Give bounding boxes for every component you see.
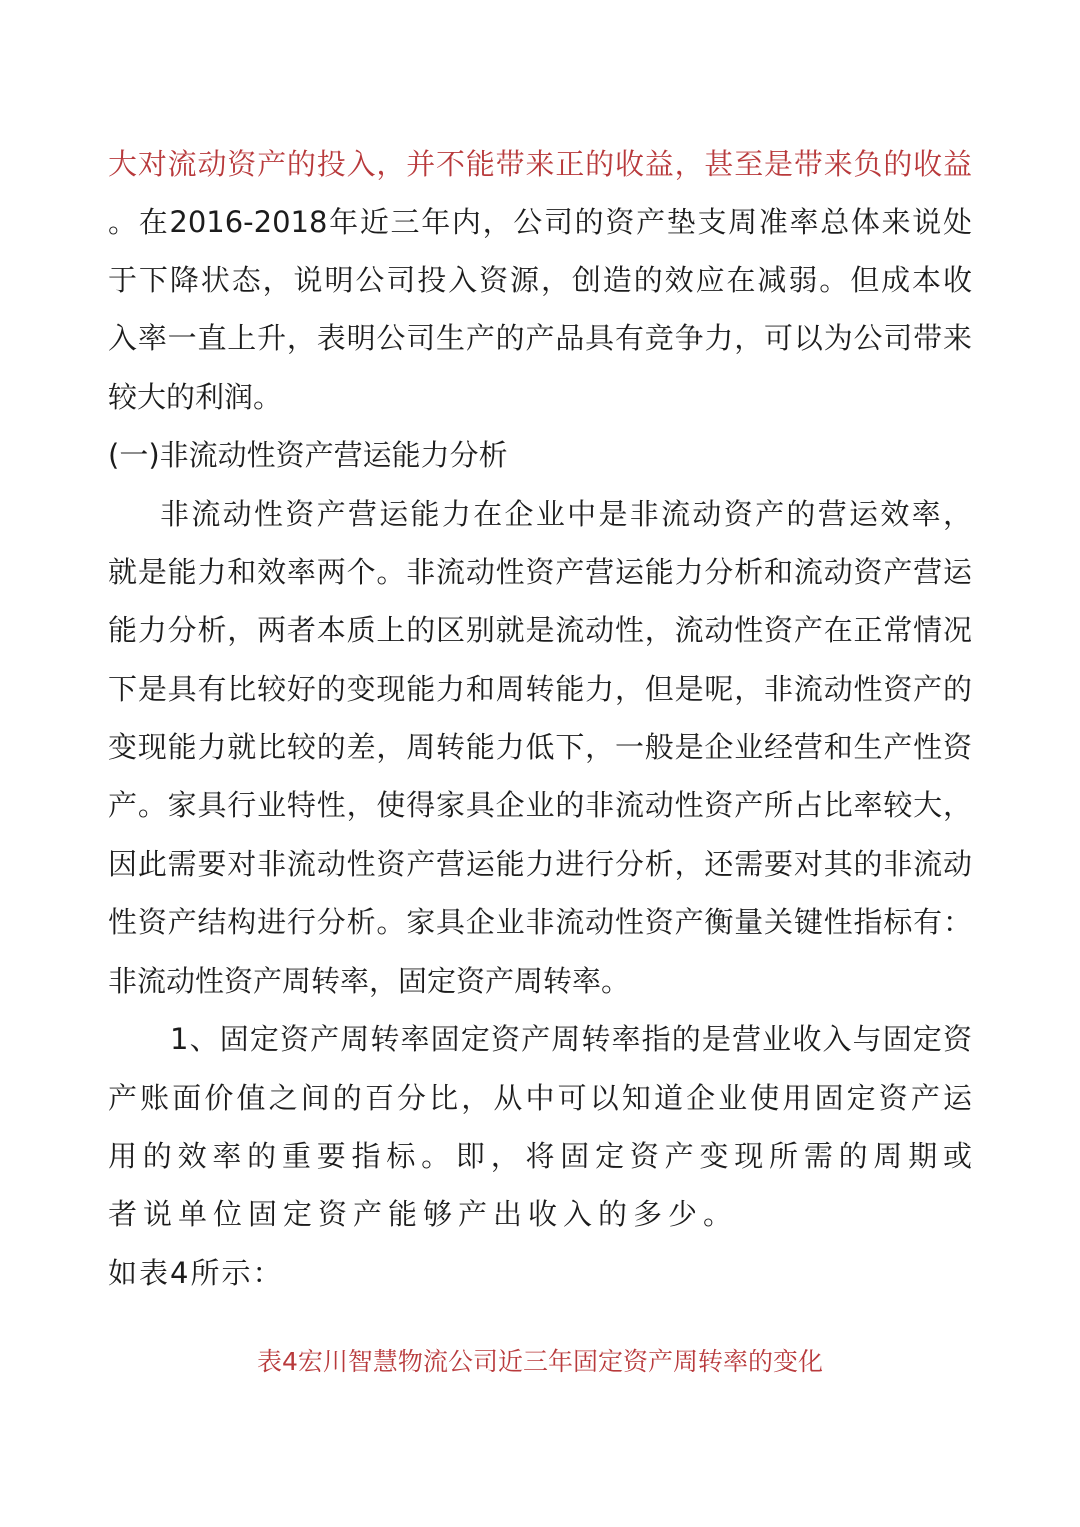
text-line: 如表4所示： — [108, 1256, 284, 1290]
text-line: 产。家具行业特性，使得家具企业的非流动性资产所占比率较大， — [108, 788, 972, 822]
text-line: 用的效率的重要指标。即，将固定资产变现所需的周期或 — [108, 1139, 972, 1173]
text-line: 于下降状态，说明公司投入资源，创造的效应在减弱。但成本收 — [108, 263, 972, 297]
section-heading: (一)非流动性资产营运能力分析 — [108, 438, 508, 472]
text-line: 者说单位固定资产能够产出收入的多少。 — [108, 1197, 739, 1231]
text-line: 。在2016-2018年近三年内，公司的资产垫支周准率总体来说处 — [108, 205, 972, 239]
text-line: 非流动性资产营运能力在企业中是非流动资产的营运效率， — [160, 497, 972, 531]
text-line: 就是能力和效率两个。非流动性资产营运能力分析和流动资产营运 — [108, 555, 972, 589]
text-line: 性资产结构进行分析。家具企业非流动性资产衡量关键性指标有： — [108, 905, 972, 939]
text-line: 下是具有比较好的变现能力和周转能力，但是呢，非流动性资产的 — [108, 672, 972, 706]
text-line: 变现能力就比较的差，周转能力低下，一般是企业经营和生产性资 — [108, 730, 972, 764]
text-line: 产账面价值之间的百分比，从中可以知道企业使用固定资产运 — [108, 1081, 972, 1115]
text-line: 大对流动资产的投入，并不能带来正的收益，甚至是带来负的收益 — [108, 147, 972, 181]
text-line: 能力分析，两者本质上的区别就是流动性，流动性资产在正常情况 — [108, 613, 972, 647]
text-line: 1、固定资产周转率固定资产周转率指的是营业收入与固定资 — [170, 1022, 972, 1056]
text-line: 因此需要对非流动性资产营运能力进行分析，还需要对其的非流动 — [108, 847, 972, 881]
table-caption: 表4宏川智慧物流公司近三年固定资产周转率的变化 — [257, 1347, 823, 1376]
text-line: 较大的利润。 — [108, 380, 283, 414]
text-line: 非流动性资产周转率，固定资产周转率。 — [108, 964, 631, 998]
text-line: 入率一直上升，表明公司生产的产品具有竞争力，可以为公司带来 — [108, 321, 972, 355]
